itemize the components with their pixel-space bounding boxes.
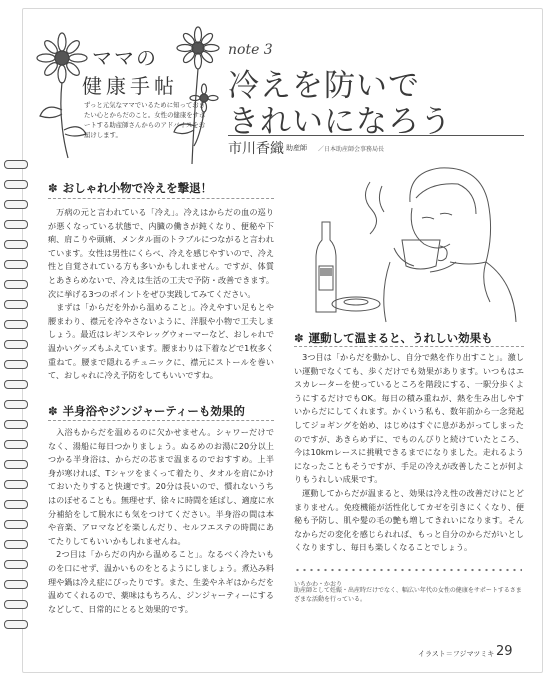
dotted-divider	[294, 568, 522, 572]
paragraph: 万病の元と言われている「冷え」。冷えはからだの血の巡りが悪くなっている状態で、内臓の働きが鈍くなり、便秘や下痢、肩こりや頭痛、メンタル面のトラブルにつながると言われています。女性は男性にくらべ、冷えを感じやすいので、冷え性と自覚されている方も多いかもしれません。ですが、体質とあきらめないで、冷えは生活の工夫で予防・改善できます。次に挙げる3つのポイントをぜひ実践してみてください。	[48, 207, 274, 299]
column-title-sub: 健康手帖	[82, 74, 178, 98]
flower-bullet-icon: ✽	[48, 404, 58, 418]
paragraph: 入浴もからだを温めるのに欠かせません。シャワーだけでなく、湯船に毎日つかりましょう。ぬるめのお湯に20分以上つかる半身浴は、からだの芯まで温まるのでおすすめ。上半身が寒ければ、Tシャツをまくって着たり、タオルを肩にかけておいたりすると快適です。20分は長いので、慣れないうちはのぼせることも。無理せず、徐々に時間を延ばし、適度に水分補給をして脱水にも気をつけてください。半身浴の間は本や音楽、アロマなどを楽しんだり、セルフエステの時間にあてたりしてもいいかもしれませんね。	[48, 427, 274, 546]
author-profile-bio: 助産師として妊娠・出産時だけでなく、幅広い年代の女性の健康をサポートするさまざまな活動を行っている。	[294, 587, 522, 603]
flower-bullet-icon: ✽	[48, 181, 58, 195]
page-number: 29	[496, 644, 513, 659]
section-divider	[48, 198, 274, 199]
column-description: ずっと元気なママでいるために知っておきたい心とからだのこと。女性の健康をサポートする助産師さんからのアドバイスをお届けします。	[84, 101, 206, 139]
section-heading-2	[48, 403, 245, 419]
note-number: note 3	[228, 42, 273, 58]
woman-with-tea-illustration	[290, 162, 522, 324]
paragraph: 3つ目は「からだを動かし、自分で熱を作り出すこと」。激しい運動でなくても、歩くだけでも効果があります。いつもはエスカレーターを使っているところを階段にする、一駅分歩くようにするだけでもOK。毎日の積み重ねが、熱を生み出しやすいからだにしてくれます。かくいう私も、数年前から一念発起してジョギングを始め、はじめはすぐに息があがってしまったのですが、あきらめずに、でものんびりと続けていたところ、今は10kmレースに挑戦できるまでになりました。走れるようになったこともそうですが、手足の冷えが改善したことが何よりもうれしい成果です。	[294, 352, 524, 485]
article-title: 冷えを防いで	[228, 68, 420, 104]
author-organization: ／日本助産師会事務局長	[318, 146, 385, 153]
spiral-binding	[4, 160, 26, 640]
section-heading-text: 運動して温まると、うれしい効果も	[308, 331, 493, 345]
section-3-body	[294, 351, 524, 555]
paragraph: 運動してからだが温まると、効果は冷え性の改善だけにとどまりません。免疫機能が活性化してカゼを引きにくくなり、便秘も予防し、肌や髪の毛の艶も増してきれいになります。そんなからだの変化を感じられれば、もっと自分のからだがいとしくなりますし、毎日も楽しくなることでしょう。	[294, 487, 524, 553]
section-heading-text: おしゃれ小物で冷えを撃退！	[62, 181, 213, 195]
author-role: 助産師	[286, 144, 307, 152]
column-title: ママの	[92, 46, 158, 70]
paragraph: まずは「からだを外から温めること」。冷えやすい足もとや腰まわり、襟元を冷やさないように、洋服や小物で工夫しましょう。最近はレギンスやレッグウォーマーなど、おしゃれで温かいグッズもふえています。腰まわりは下着などで1枚多く重ねて。腰まで隠れるチュニックに、襟元にストールを巻いて、おしゃれに冷え予防をしてもいいですね。	[48, 302, 274, 381]
section-divider	[294, 346, 524, 347]
section-heading-3	[294, 330, 493, 346]
paragraph: 2つ目は「からだの内から温めること」。なるべく冷たいものを口にせず、温かいものをとるようにしましょう。煮込み料理や鍋は冷え症にぴったりです。また、生姜やネギはからだを温めてくれるので、薬味はもちろん、ジンジャーティーにするなどして、日常的にとると効果的です。	[48, 549, 274, 614]
section-heading-1	[48, 180, 212, 196]
section-2-body	[48, 426, 274, 616]
section-1-body	[48, 206, 274, 383]
section-heading-text: 半身浴やジンジャーティーも効果的	[62, 404, 245, 418]
title-divider	[228, 135, 524, 136]
author-profile-name: いちかわ・かおり	[294, 581, 343, 588]
author-name: 市川香織	[228, 141, 284, 157]
article-title-line2: きれいになろう	[228, 104, 452, 140]
illustration-credit: イラスト＝フジマツミキ	[418, 650, 495, 658]
section-divider	[48, 420, 274, 421]
flower-bullet-icon: ✽	[294, 331, 304, 345]
